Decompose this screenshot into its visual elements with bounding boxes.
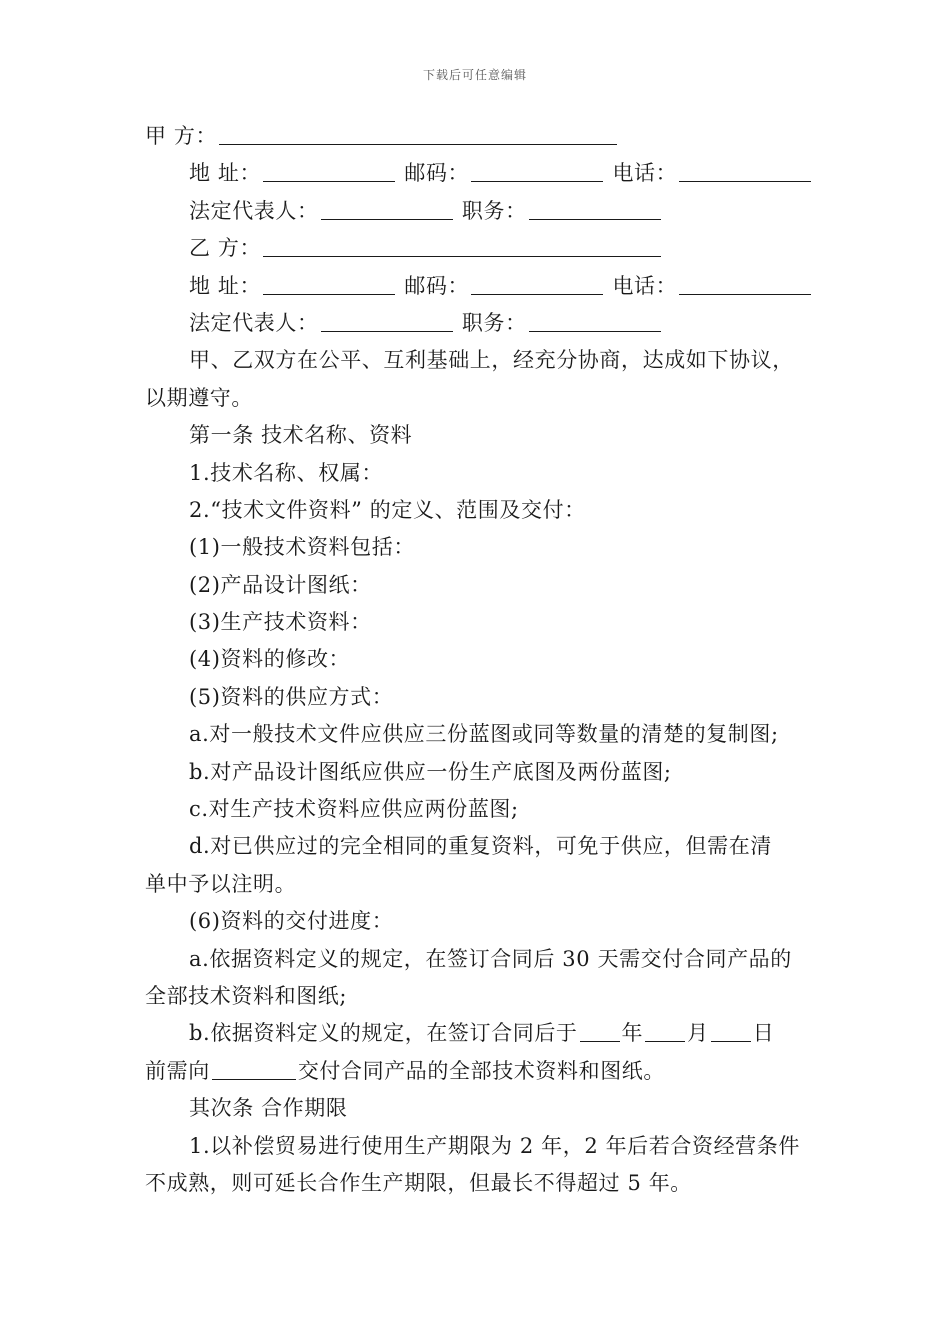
sub-item: (1)一般技术资料包括：: [189, 535, 415, 560]
title-label: 职务：: [461, 198, 527, 223]
day-label: 日: [752, 1021, 775, 1046]
party-a-label: 甲 方：: [145, 124, 218, 148]
address-blank[interactable]: [263, 275, 395, 295]
sub-clause: 全部技术资料和图纸;: [145, 983, 348, 1008]
phone-blank[interactable]: [679, 275, 811, 295]
sub-clause-recipient: [145, 1053, 810, 1090]
sub-item: (3)生产技术资料：: [189, 610, 372, 635]
clause-text: 交付合同产品的全部技术资料和图纸。: [297, 1058, 666, 1083]
party-b-blank[interactable]: [263, 237, 661, 257]
year-blank[interactable]: [580, 1022, 620, 1042]
month-label: 月: [687, 1021, 709, 1046]
phone-label: 电话：: [612, 161, 678, 186]
clause-text: b.依据资料定义的规定，在签订合同后于: [189, 1021, 578, 1046]
address-label: 地 址：: [189, 161, 262, 186]
title-blank[interactable]: [529, 200, 661, 220]
sub-clause: d.对已供应过的完全相同的重复资料，可免于供应，但需在清: [189, 834, 772, 859]
header-note: 下载后可任意编辑: [422, 68, 527, 82]
sub-clause-dates: [145, 1015, 810, 1052]
address-label: 地 址：: [189, 273, 262, 298]
rep-label: 法定代表人：: [189, 310, 319, 335]
sub-item: (5)资料的供应方式：: [189, 684, 394, 709]
sub-clause: 单中予以注明。: [145, 871, 297, 896]
zip-blank[interactable]: [471, 162, 603, 182]
intro-paragraph-line: 以期遵守。: [145, 385, 253, 410]
party-b-address-line: [145, 268, 810, 305]
contract-body: [145, 118, 810, 1202]
party-a-blank[interactable]: [219, 125, 617, 145]
article-1-item: 2.“技术文件资料” 的定义、范围及交付：: [189, 497, 586, 522]
day-blank[interactable]: [711, 1022, 751, 1042]
rep-label: 法定代表人：: [189, 198, 319, 223]
article-2-item: 不成熟，则可延长合作生产期限，但最长不得超过 5 年。: [145, 1170, 692, 1195]
year-label: 年: [621, 1021, 644, 1046]
article-2-title: 其次条 合作期限: [189, 1096, 348, 1121]
sub-item: (6)资料的交付进度：: [189, 909, 394, 934]
article-1-item: 1.技术名称、权属：: [189, 460, 384, 485]
clause-text: 前需向: [145, 1058, 210, 1083]
zip-blank[interactable]: [471, 275, 603, 295]
sub-clause: c.对生产技术资料应供应两份蓝图;: [189, 797, 519, 822]
sub-item: (2)产品设计图纸：: [189, 572, 372, 597]
party-a-rep-line: [145, 193, 810, 230]
sub-clause: a.对一般技术文件应供应三份蓝图或同等数量的清楚的复制图;: [189, 722, 779, 747]
sub-clause: a.依据资料定义的规定，在签订合同后 30 天需交付合同产品的: [189, 946, 792, 971]
party-b-rep-line: [145, 305, 810, 342]
rep-blank[interactable]: [321, 200, 453, 220]
zip-label: 邮码：: [404, 273, 470, 298]
party-b-label: 乙 方：: [189, 236, 262, 261]
phone-label: 电话：: [612, 273, 678, 298]
sub-item: (4)资料的修改：: [189, 647, 351, 672]
zip-label: 邮码：: [404, 161, 470, 186]
intro-paragraph-line: 甲、乙双方在公平、互利基础上，经充分协商，达成如下协议，: [189, 348, 794, 373]
party-a-line: [145, 118, 810, 155]
party-b-line: [145, 230, 810, 267]
address-blank[interactable]: [263, 162, 395, 182]
sub-clause: b.对产品设计图纸应供应一份生产底图及两份蓝图;: [189, 759, 672, 784]
article-2-item: 1.以补偿贸易进行使用生产期限为 2 年，2 年后若合资经营条件: [189, 1133, 800, 1158]
article-1-title: 第一条 技术名称、资料: [189, 423, 413, 448]
month-blank[interactable]: [645, 1022, 685, 1042]
title-blank[interactable]: [529, 312, 661, 332]
phone-blank[interactable]: [679, 162, 811, 182]
title-label: 职务：: [461, 310, 527, 335]
party-a-address-line: [145, 155, 810, 192]
recipient-blank[interactable]: [212, 1060, 296, 1080]
rep-blank[interactable]: [321, 312, 453, 332]
